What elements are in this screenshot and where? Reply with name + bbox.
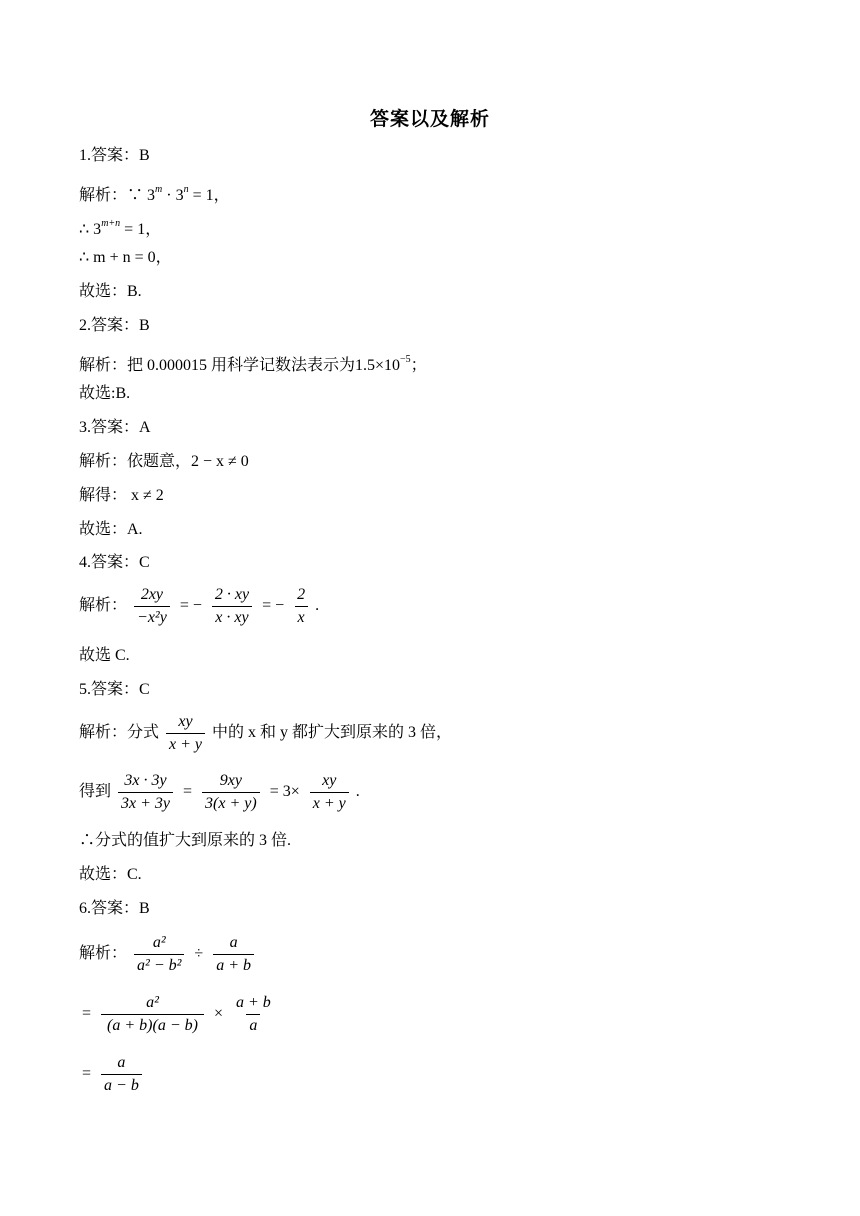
- q4-f2-num: 2 · xy: [214, 586, 250, 603]
- q6-fraction-s1: [134, 934, 184, 975]
- q4-f1-den: −x²y: [134, 606, 170, 627]
- page-title: 答案以及解析: [369, 108, 490, 130]
- q3-solve: 解得： x ≠ 2: [79, 487, 164, 504]
- q6-eq1: =: [82, 1005, 92, 1023]
- q1-analysis-line3: ∴ m + n = 0，: [79, 249, 172, 266]
- q5-answer: 5.答案：C: [79, 681, 150, 698]
- q5-analysis-tail: 中的 x 和 y 都扩大到原来的 3 倍，: [212, 724, 453, 742]
- q5-fraction: [166, 713, 205, 754]
- q6-eq2: =: [82, 1065, 92, 1083]
- q1-answer: 1.答案：B: [79, 147, 150, 164]
- q5-eq1: =: [183, 783, 193, 801]
- q6-s1-den: a² − b²: [134, 954, 184, 975]
- q2-analysis: [79, 350, 427, 376]
- q5-f-num: xy: [178, 713, 193, 730]
- q6-step2: [79, 994, 277, 1035]
- q5-g2-den: 3(x + y): [202, 792, 260, 813]
- q4-eq1: = −: [179, 597, 202, 615]
- q6-r-num: a: [117, 1054, 126, 1071]
- q1-exp-m: m: [155, 184, 163, 195]
- q2-exponent: −5: [400, 354, 411, 365]
- q4-fraction-1: [134, 586, 170, 627]
- q1-l2-exp: m+n: [101, 218, 121, 229]
- q5-g2-num: 9xy: [219, 772, 242, 789]
- q5-g1-den: 3x + 3y: [118, 792, 173, 813]
- q5-choice: 故选：C.: [79, 866, 142, 883]
- q6-t2-num: a + b: [235, 994, 271, 1011]
- q6-answer: 6.答案：B: [79, 900, 150, 917]
- q6-r-den: a − b: [101, 1074, 142, 1095]
- q4-f2-den: x · xy: [212, 606, 251, 627]
- q6-s2-num: a: [229, 934, 238, 951]
- q2-choice: 故选:B.: [79, 385, 131, 402]
- q1-choice: 故选：B.: [79, 283, 142, 300]
- q6-t1-den: (a + b)(a − b): [101, 1014, 204, 1035]
- q1-analysis-line1: [79, 180, 230, 206]
- q5-fraction-g3: [310, 772, 349, 813]
- q1-base: ∵ 3: [127, 187, 156, 204]
- q6-fraction-t2: [233, 994, 274, 1035]
- q5-got-prefix: 得到: [79, 783, 112, 801]
- q5-g1-num: 3x · 3y: [124, 772, 167, 789]
- q3-choice: 故选：A.: [79, 521, 143, 538]
- q5-fraction-g1: [118, 772, 173, 813]
- q6-s2-den: a + b: [213, 954, 254, 975]
- q5-eq2: = 3×: [269, 783, 300, 801]
- q4-fraction-3: [294, 586, 308, 627]
- q4-eq2: = −: [262, 597, 285, 615]
- q1-l2-base: ∴ 3: [79, 221, 102, 238]
- q5-g3-num: xy: [322, 772, 337, 789]
- q2-answer: 2.答案：B: [79, 317, 150, 334]
- q6-fraction-s2: [213, 934, 254, 975]
- q6-fraction-r: [101, 1054, 142, 1095]
- q5-conclusion: ∴分式的值扩大到原来的 3 倍.: [79, 832, 292, 849]
- q4-analysis: [79, 586, 319, 627]
- q6-fraction-t1: [101, 994, 204, 1035]
- q4-choice: 故选 C.: [79, 647, 130, 664]
- q4-f3-num: 2: [297, 586, 306, 603]
- q4-tail: .: [315, 597, 320, 615]
- q5-fraction-g2: [202, 772, 260, 813]
- q4-answer: 4.答案：C: [79, 554, 150, 571]
- q1-base2: · 3: [162, 187, 184, 204]
- q5-analysis: [79, 713, 452, 754]
- q1-analysis-line2: [79, 214, 161, 240]
- q2-analysis-text: 解析：把 0.000015 用科学记数法表示为1.5×10: [79, 357, 401, 374]
- q4-fraction-2: [212, 586, 252, 627]
- q5-tail: .: [355, 783, 360, 801]
- q3-answer: 3.答案：A: [79, 419, 151, 436]
- q3-analysis: 解析：依题意，2 − x ≠ 0: [79, 453, 249, 470]
- q6-step1: [79, 934, 257, 975]
- q2-analysis-tail: ；: [410, 357, 427, 374]
- q6-step3: [79, 1054, 145, 1095]
- q6-t1-num: a²: [146, 994, 159, 1011]
- q6-s1-num: a²: [152, 934, 166, 951]
- q4-f1-num: 2xy: [140, 586, 164, 603]
- q6-t2-den: a: [246, 1014, 260, 1035]
- q5-f-den: x + y: [166, 733, 205, 754]
- q5-analysis-prefix: 解析：分式: [79, 724, 160, 742]
- q4-analysis-prefix: 解析：: [79, 597, 128, 615]
- q1-analysis-prefix: 解析：: [79, 187, 128, 204]
- q1-l2-eq: = 1，: [120, 221, 162, 238]
- q4-f3-den: x: [295, 606, 308, 627]
- q5-g3-den: x + y: [310, 792, 349, 813]
- q6-divide: ÷: [194, 945, 204, 963]
- q6-times: ×: [213, 1005, 223, 1023]
- q6-analysis-prefix: 解析：: [79, 945, 128, 963]
- q1-eq: = 1，: [188, 187, 230, 204]
- q1-exp-n: n: [183, 184, 189, 195]
- q5-derivation: [79, 772, 360, 813]
